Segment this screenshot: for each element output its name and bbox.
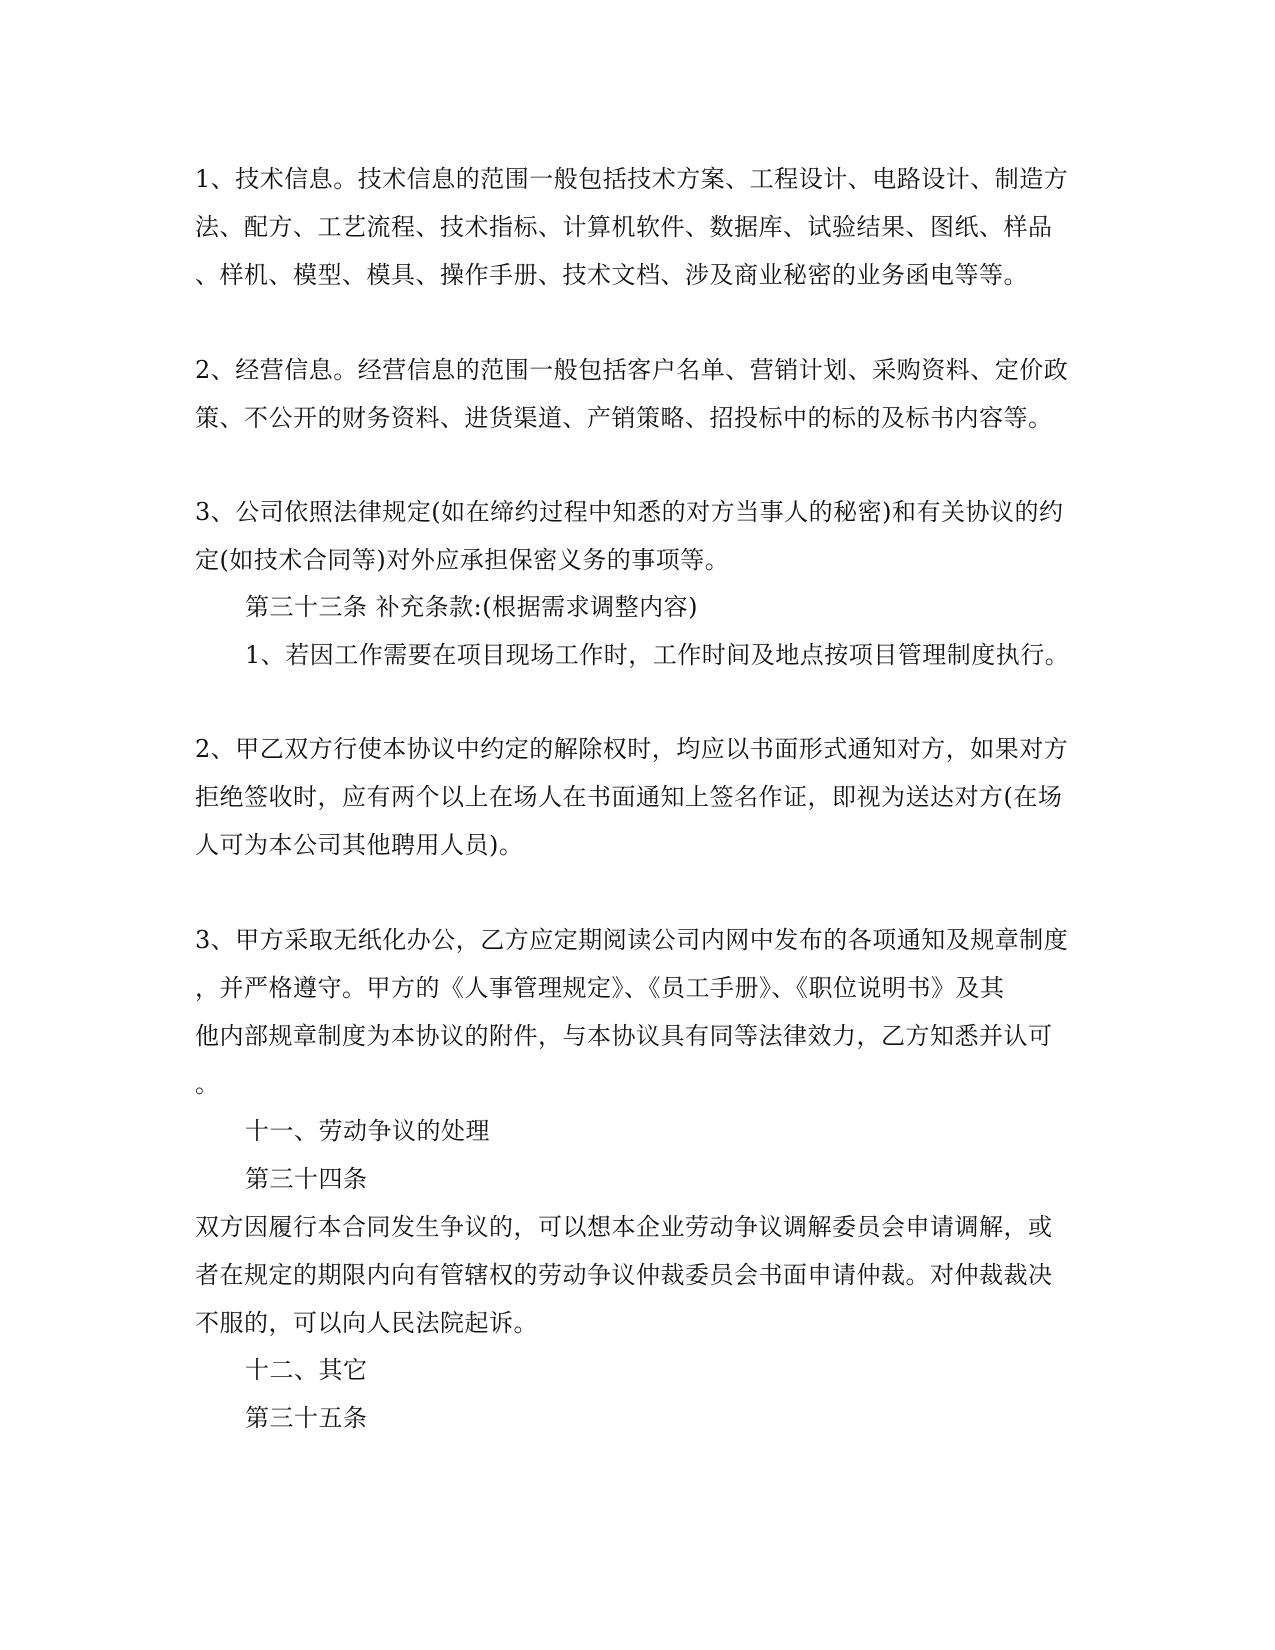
- legal-obligation-line-2: 定(如技术合同等)对外应承担保密义务的事项等。: [195, 546, 730, 574]
- legal-obligation-line-1: 3、公司依照法律规定(如在缔约过程中知悉的对方当事人的秘密)和有关协议的约: [195, 498, 1064, 526]
- business-info-line-1: 2、经营信息。经营信息的范围一般包括客户名单、营销计划、采购资料、定价政: [195, 356, 1069, 384]
- tech-info-line-3: 、样机、模型、模具、操作手册、技术文档、涉及商业秘密的业务函电等等。: [195, 261, 1028, 289]
- section-11-heading: 十一、劳动争议的处理: [245, 1117, 490, 1145]
- article-33-item-2-line-1: 2、甲乙双方行使本协议中约定的解除权时，均应以书面形式通知对方，如果对方: [195, 735, 1069, 763]
- article-33-item-3-line-3: 他内部规章制度为本协议的附件，与本协议具有同等法律效力，乙方知悉并认可: [195, 1022, 1053, 1050]
- article-33-item-2-line-2: 拒绝签收时，应有两个以上在场人在书面通知上签名作证，即视为送达对方(在场: [195, 783, 1063, 811]
- tech-info-line-1: 1、技术信息。技术信息的范围一般包括技术方案、工程设计、电路设计、制造方: [195, 165, 1069, 193]
- article-33-item-1: 1、若因工作需要在项目现场工作时，工作时间及地点按项目管理制度执行。: [245, 641, 1070, 669]
- article-33-item-2-line-3: 人可为本公司其他聘用人员)。: [195, 831, 524, 859]
- article-33-heading: 第三十三条 补充条款:(根据需求调整内容): [245, 593, 698, 621]
- business-info-line-2: 策、不公开的财务资料、进货渠道、产销策略、招投标中的标的及标书内容等。: [195, 404, 1053, 432]
- article-34-body-line-3: 不服的，可以向人民法院起诉。: [195, 1309, 538, 1337]
- article-33-item-3-line-2: ，并严格遵守。甲方的《人事管理规定》、《员工手册》、《职位说明书》及其: [195, 974, 1005, 1002]
- tech-info-line-2: 法、配方、工艺流程、技术指标、计算机软件、数据库、试验结果、图纸、样品: [195, 213, 1053, 241]
- article-34-body-line-1: 双方因履行本合同发生争议的，可以想本企业劳动争议调解委员会申请调解，或: [195, 1213, 1053, 1241]
- section-12-heading: 十二、其它: [245, 1356, 368, 1384]
- article-35-heading: 第三十五条: [245, 1404, 368, 1432]
- article-34-body-line-2: 者在规定的期限内向有管辖权的劳动争议仲裁委员会书面申请仲裁。对仲裁裁决: [195, 1261, 1053, 1289]
- article-33-item-3-line-1: 3、甲方采取无纸化办公，乙方应定期阅读公司内网中发布的各项通知及规章制度: [195, 926, 1069, 954]
- article-34-heading: 第三十四条: [245, 1165, 368, 1193]
- article-33-item-3-line-4: 。: [195, 1070, 220, 1098]
